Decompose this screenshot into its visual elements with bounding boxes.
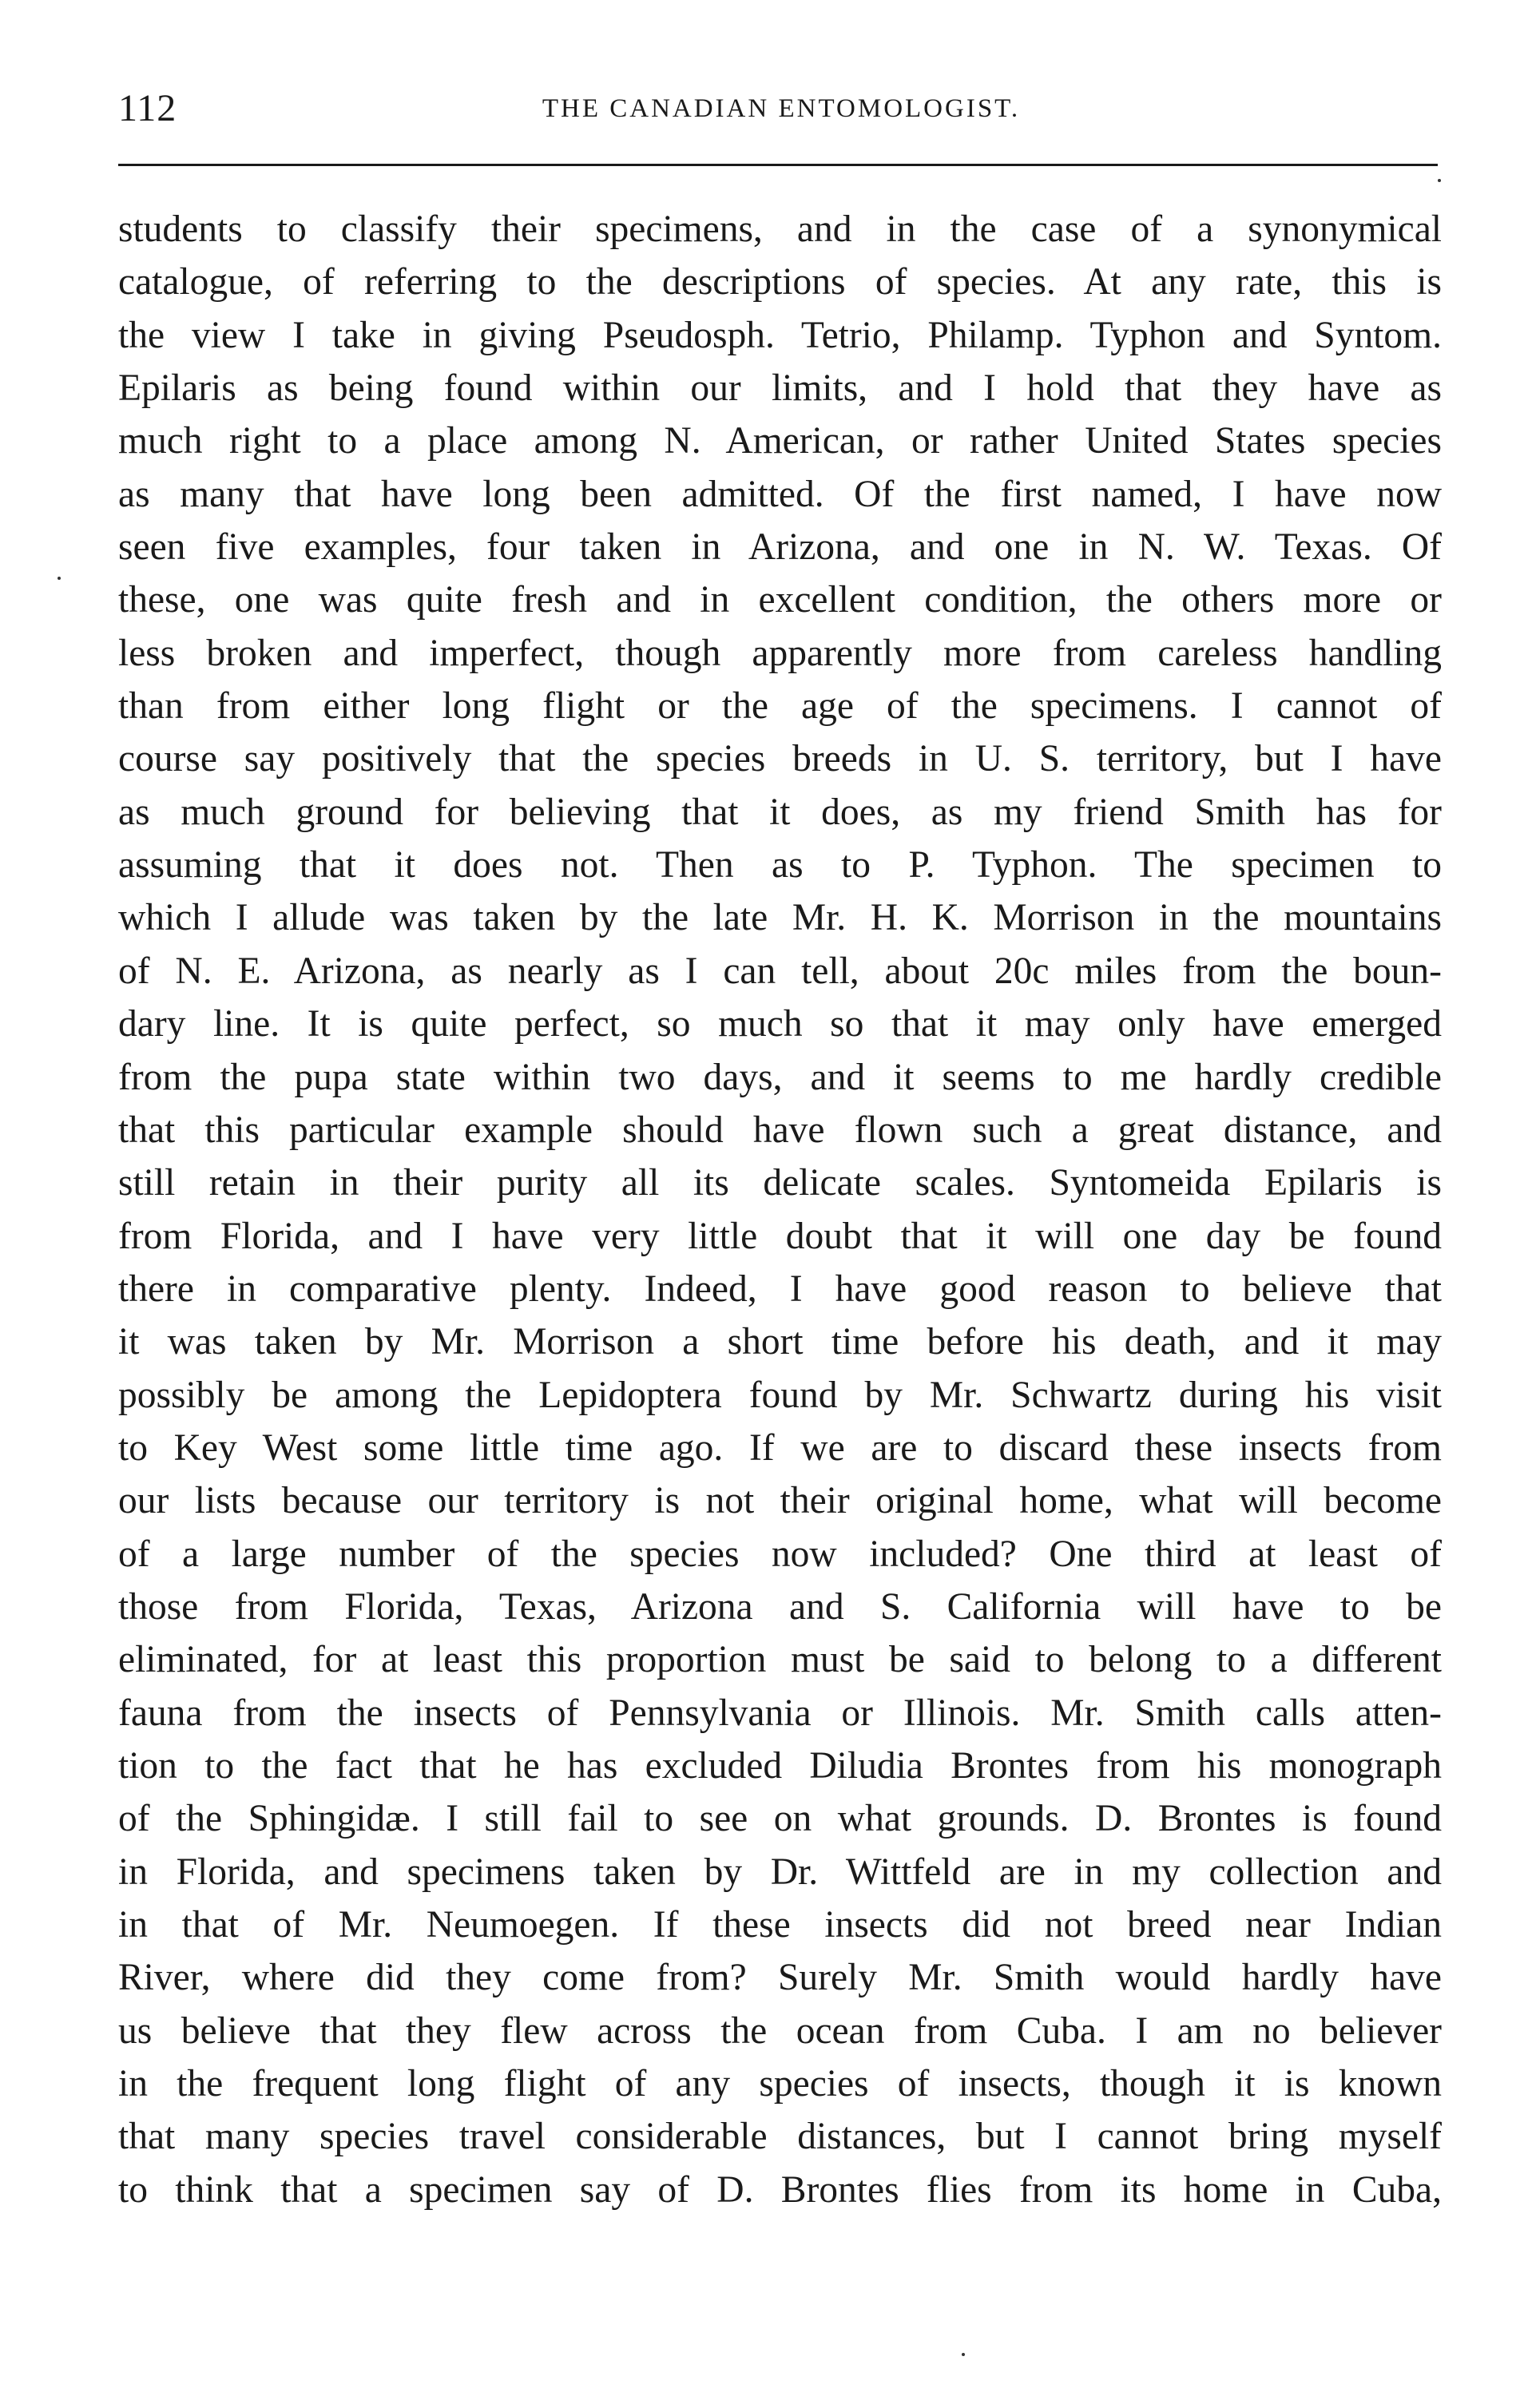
- page-number: 112: [118, 87, 177, 129]
- text-line: course say positively that the species breeds in U. S. territory, but I have: [118, 738, 1442, 780]
- text-line: dary line. It is quite perfect, so much so that it may only have emerged: [118, 1003, 1442, 1045]
- text-line: as many that have long been admitted. Of the first named, I have now: [118, 473, 1442, 515]
- text-line: catalogue, of referring to the descriptions of species. At any rate, this is: [118, 261, 1442, 303]
- text-line: those from Florida, Texas, Arizona and S. California will have to be: [118, 1585, 1442, 1628]
- body-text: [118, 203, 1442, 2216]
- text-line: less broken and imperfect, though apparently more from careless handling: [118, 632, 1442, 674]
- text-line: to Key West some little time ago. If we are to discard these insects from: [118, 1426, 1442, 1469]
- text-line: as much ground for believing that it does, as my friend Smith has for: [118, 791, 1442, 833]
- text-line: seen five examples, four taken in Arizona, and one in N. W. Texas. Of: [118, 526, 1442, 569]
- text-line: still retain in their purity all its delicate scales. Syntomeida Epilaris is: [118, 1162, 1442, 1204]
- text-line: assuming that it does not. Then as to P. Typhon. The specimen to: [118, 844, 1442, 887]
- text-line: these, one was quite fresh and in excellent condition, the others more or: [118, 579, 1442, 621]
- text-line: of a large number of the species now included? One third at least of: [118, 1533, 1442, 1575]
- text-line: from the pupa state within two days, and it seems to me hardly credible: [118, 1056, 1442, 1098]
- text-line: in the frequent long flight of any species of insects, though it is known: [118, 2063, 1442, 2105]
- text-line: to think that a specimen say of D. Brontes flies from its home in Cuba,: [118, 2168, 1442, 2211]
- text-line: that this particular example should have flown such a great distance, and: [118, 1109, 1442, 1151]
- text-line: from Florida, and I have very little doubt that it will one day be found: [118, 1215, 1442, 1257]
- print-speck: [1438, 179, 1441, 182]
- text-line: of the Sphingidæ. I still fail to see on what grounds. D. Brontes is found: [118, 1798, 1442, 1840]
- text-line: us believe that they flew across the ocean from Cuba. I am no believer: [118, 2009, 1442, 2052]
- text-line: there in comparative plenty. Indeed, I have good reason to believe that: [118, 1267, 1442, 1310]
- print-speck: [962, 2353, 965, 2356]
- text-line: eliminated, for at least this proportion must be said to belong to a different: [118, 1639, 1442, 1681]
- header-rule: [118, 164, 1438, 166]
- text-line: tion to the fact that he has excluded Diludia Brontes from his monograph: [118, 1744, 1442, 1787]
- text-line: much right to a place among N. American, or rather United States species: [118, 420, 1442, 462]
- text-line: the view I take in giving Pseudosph. Tetrio, Philamp. Typhon and Syntom.: [118, 314, 1442, 356]
- text-line: in that of Mr. Neumoegen. If these insects did not breed near Indian: [118, 1904, 1442, 1946]
- text-line: than from either long flight or the age of the specimens. I cannot of: [118, 685, 1442, 728]
- page-header: [118, 86, 1444, 142]
- text-line: fauna from the insects of Pennsylvania or Illinois. Mr. Smith calls atten-: [118, 1692, 1442, 1734]
- text-line: River, where did they come from? Surely Mr. Smith would hardly have: [118, 1957, 1442, 1999]
- text-line: possibly be among the Lepidoptera found by Mr. Schwartz during his visit: [118, 1374, 1442, 1416]
- text-line: Epilaris as being found within our limits, and I hold that they have as: [118, 367, 1442, 410]
- text-line: it was taken by Mr. Morrison a short time before his death, and it may: [118, 1321, 1442, 1363]
- text-line: students to classify their specimens, and in the case of a synonymical: [118, 208, 1442, 250]
- running-head: THE CANADIAN ENTOMOLOGIST.: [542, 94, 1021, 123]
- print-speck: [58, 577, 61, 580]
- text-line: that many species travel considerable distances, but I cannot bring myself: [118, 2116, 1442, 2158]
- text-line: our lists because our territory is not their original home, what will become: [118, 1480, 1442, 1522]
- text-line: in Florida, and specimens taken by Dr. Wittfeld are in my collection and: [118, 1851, 1442, 1893]
- text-line: of N. E. Arizona, as nearly as I can tell, about 20c miles from the boun-: [118, 950, 1442, 992]
- text-line: which I allude was taken by the late Mr. H. K. Morrison in the mountains: [118, 897, 1442, 939]
